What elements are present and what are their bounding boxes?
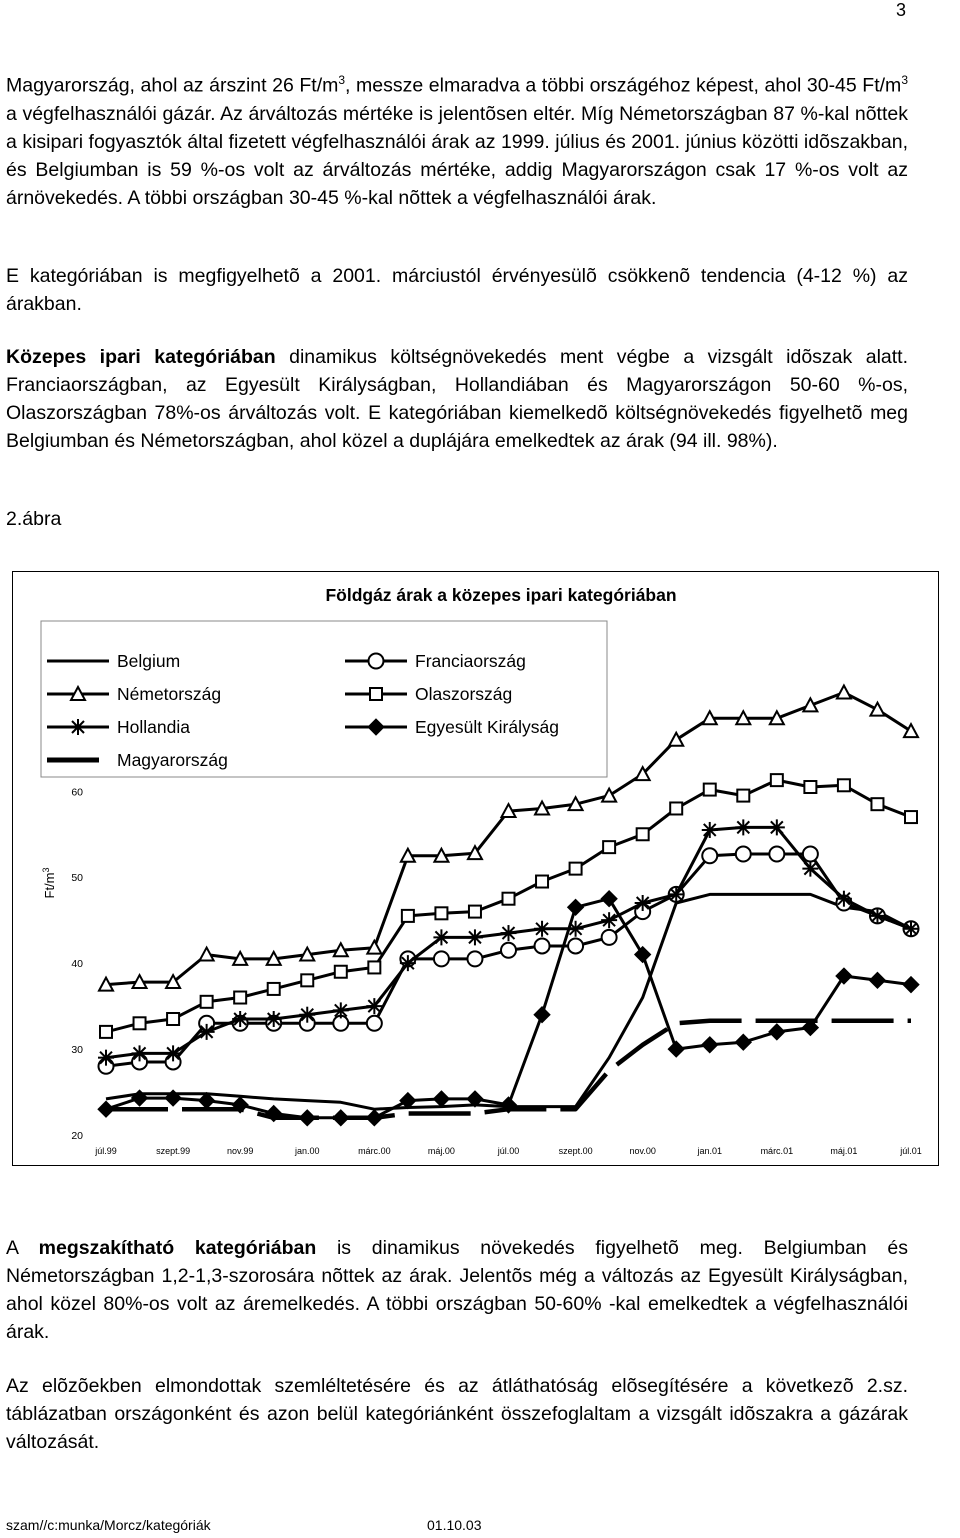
marker-franciaorsz-g <box>501 943 516 958</box>
marker-franciaorsz-g <box>736 847 751 862</box>
marker-olaszorsz-g <box>570 863 582 875</box>
marker-n-metorsz-g <box>904 724 918 737</box>
marker-hollandia <box>735 819 751 835</box>
marker-egyes-lt-kir-lys-g <box>601 891 617 907</box>
legend-label-olaszorsz-g: Olaszország <box>415 684 513 704</box>
marker-hollandia <box>98 1050 114 1066</box>
legend-marker-franciaorsz-g <box>369 654 384 669</box>
legend-label-franciaorsz-g: Franciaország <box>415 651 526 671</box>
p1-line2-a: képest, ahol 30-45 Ft/m <box>696 74 902 97</box>
marker-hollandia <box>467 929 483 945</box>
marker-olaszorsz-g <box>167 1013 179 1025</box>
marker-egyes-lt-kir-lys-g <box>836 968 852 984</box>
series-franciaorsz-g <box>99 847 919 1074</box>
marker-n-metorsz-g <box>669 733 683 746</box>
p4-pre: A <box>6 1237 39 1259</box>
marker-hollandia <box>199 1024 215 1040</box>
marker-hollandia <box>266 1011 282 1027</box>
x-tick-label: márc.01 <box>760 1146 794 1156</box>
marker-olaszorsz-g <box>368 961 380 973</box>
marker-franciaorsz-g <box>602 930 617 945</box>
paragraph-3 <box>6 343 908 455</box>
marker-hollandia <box>433 929 449 945</box>
marker-hollandia <box>165 1045 181 1061</box>
marker-hollandia <box>232 1011 248 1027</box>
marker-olaszorsz-g <box>838 779 850 791</box>
p1-line2-sup: 3 <box>901 73 908 87</box>
legend-item-franciaorsz-g <box>345 651 526 671</box>
chart-frame <box>12 571 939 1166</box>
marker-hollandia <box>668 886 684 902</box>
marker-olaszorsz-g <box>905 811 917 823</box>
y-axis-label <box>41 867 57 898</box>
marker-hollandia <box>366 998 382 1014</box>
marker-hollandia <box>702 822 718 838</box>
p4-text: is dinamikus növekedés figyelhetõ meg. Belgiumban és Németországban 1,2-1,3-szorosára nõttek az árak. Jelentõs még a változás az Egyesült Királyságban, ahol közel 80%-os volt az áremelkedés. A többi országban 50-60% -kal emelkedtek a végfelhasználói árak. <box>6 1237 908 1343</box>
paragraph-5: Az elõzõekben elmondottak szemléltetésére és az átláthatóság elõsegítésére a következõ 2.sz. táblázatban országonként és azon belül kategóriánként összefoglaltam a vizsgált idõszakra a gázárak változását. <box>6 1375 908 1453</box>
marker-olaszorsz-g <box>469 906 481 918</box>
marker-olaszorsz-g <box>637 828 649 840</box>
marker-egyes-lt-kir-lys-g <box>702 1037 718 1053</box>
marker-egyes-lt-kir-lys-g <box>869 972 885 988</box>
marker-olaszorsz-g <box>335 966 347 978</box>
marker-hollandia <box>769 819 785 835</box>
marker-franciaorsz-g <box>535 938 550 953</box>
p3-bold: Közepes ipari kategóriában <box>6 346 276 368</box>
marker-olaszorsz-g <box>670 802 682 814</box>
marker-egyes-lt-kir-lys-g <box>568 899 584 915</box>
marker-hollandia <box>333 1002 349 1018</box>
marker-franciaorsz-g <box>467 951 482 966</box>
footer-date: 01.10.03 <box>427 1517 482 1533</box>
p4-bold: megszakítható kategóriában <box>38 1237 317 1259</box>
marker-olaszorsz-g <box>134 1017 146 1029</box>
y-tick-labels <box>71 786 83 1142</box>
y-tick-label: 40 <box>71 958 83 971</box>
marker-hollandia <box>903 921 919 937</box>
x-tick-label: júl.00 <box>497 1146 520 1156</box>
marker-hollandia <box>802 861 818 877</box>
marker-n-metorsz-g <box>870 703 884 716</box>
marker-n-metorsz-g <box>602 789 616 802</box>
marker-olaszorsz-g <box>234 992 246 1004</box>
marker-franciaorsz-g <box>702 848 717 863</box>
x-tick-label: nov.99 <box>226 1146 254 1156</box>
marker-franciaorsz-g <box>367 1016 382 1031</box>
legend-label-hollandia: Hollandia <box>117 717 190 737</box>
legend-label-magyarorsz-g: Magyarország <box>117 750 228 770</box>
marker-hollandia <box>635 895 651 911</box>
marker-egyes-lt-kir-lys-g <box>769 1024 785 1040</box>
x-tick-label: szept.00 <box>558 1146 593 1156</box>
marker-egyes-lt-kir-lys-g <box>635 947 651 963</box>
x-tick-label: márc.00 <box>358 1146 391 1156</box>
marker-hollandia <box>132 1045 148 1061</box>
marker-franciaorsz-g <box>434 951 449 966</box>
legend-label-n-metorsz-g: Németország <box>117 684 222 704</box>
marker-egyes-lt-kir-lys-g <box>668 1041 684 1057</box>
p1-line2-b: a végfelhasználói gázár. Az árváltozás mértéke is <box>6 102 434 125</box>
y-tick-label: 30 <box>71 1044 83 1057</box>
y-tick-label: 20 <box>71 1130 83 1142</box>
marker-olaszorsz-g <box>771 774 783 786</box>
marker-hollandia <box>299 1007 315 1023</box>
legend-item-olaszorsz-g <box>345 684 512 704</box>
marker-egyes-lt-kir-lys-g <box>534 1007 550 1023</box>
p1-rest: jelentõsen eltér. Míg Németországban 87 %-kal nõttek a kisipari fogyasztók által fizetett végfelhasználói árak az 1999. július és 2001. június közötti idõszakban, és Belgiumban is 59 %-os volt az árváltozás mértéke, addig Magyarországon csak 17 %-os volt az árnövekedés. A többi országban 30-45 %-kal nõttek a végfelhasználói árak. <box>6 102 908 209</box>
marker-franciaorsz-g <box>568 938 583 953</box>
marker-franciaorsz-g <box>769 847 784 862</box>
x-tick-label: júl.99 <box>95 1146 117 1156</box>
legend <box>41 621 607 777</box>
marker-olaszorsz-g <box>268 983 280 995</box>
x-tick-label: júl.01 <box>900 1146 922 1156</box>
marker-hollandia <box>501 925 517 941</box>
figure-label: 2.ábra <box>6 508 62 530</box>
legend-marker-olaszorsz-g <box>370 688 382 700</box>
marker-egyes-lt-kir-lys-g <box>903 977 919 993</box>
marker-egyes-lt-kir-lys-g <box>433 1091 449 1107</box>
legend-label-belgium: Belgium <box>117 651 181 671</box>
marker-olaszorsz-g <box>871 798 883 810</box>
page-number: 3 <box>895 0 906 20</box>
x-tick-labels <box>94 1146 922 1156</box>
paragraph-4 <box>6 1234 908 1346</box>
marker-olaszorsz-g <box>435 907 447 919</box>
marker-hollandia <box>836 891 852 907</box>
p1-line1-a: Magyarország, ahol az árszint 26 Ft/m <box>6 74 339 97</box>
marker-olaszorsz-g <box>603 841 615 853</box>
marker-olaszorsz-g <box>704 784 716 796</box>
marker-olaszorsz-g <box>737 790 749 802</box>
series-line-franciaorsz-g <box>106 854 911 1066</box>
x-tick-label: nov.00 <box>629 1146 656 1156</box>
y-axis-label-sup: 3 <box>41 867 51 873</box>
footer-path: szam//c:munka/Morcz/kategóriák <box>6 1517 211 1533</box>
chart-title: Földgáz árak a közepes ipari kategóriában <box>325 585 677 605</box>
marker-olaszorsz-g <box>402 910 414 922</box>
paragraph-2: E kategóriában is megfigyelhetõ a 2001. márciustól érvényesülõ csökkenõ tendencia (4-12 %) az árakban. <box>6 265 908 315</box>
y-axis-label-text: Ft/m <box>42 872 57 899</box>
marker-egyes-lt-kir-lys-g <box>735 1034 751 1050</box>
paragraph-1 <box>6 66 908 212</box>
x-tick-label: máj.01 <box>830 1146 858 1156</box>
legend-marker-hollandia <box>70 719 86 735</box>
p3-text: dinamikus költségnövekedés ment végbe a vizsgált idõszak alatt. Franciaországban, az Egyesült Királyságban, Hollandiában és Magyarországon 50-60 %-os, Olaszországban 78%-os árváltozás volt. E kategóriában kiemelkedõ költségnövekedés figyelhetõ meg Belgiumban és Németországban, ahol közel a duplájára emelkedtek az árak (94 ill. 98%). <box>6 346 908 452</box>
marker-hollandia <box>534 921 550 937</box>
y-tick-label: 60 <box>71 786 83 799</box>
p1-line1-sup: 3 <box>338 73 346 87</box>
marker-olaszorsz-g <box>536 876 548 888</box>
marker-olaszorsz-g <box>100 1026 112 1038</box>
marker-hollandia <box>869 908 885 924</box>
x-tick-label: szept.99 <box>156 1146 191 1156</box>
x-tick-label: jan.00 <box>294 1146 320 1156</box>
marker-hollandia <box>601 912 617 928</box>
x-tick-label: jan.01 <box>697 1146 723 1156</box>
marker-olaszorsz-g <box>201 996 213 1008</box>
marker-hollandia <box>400 955 416 971</box>
marker-franciaorsz-g <box>803 847 818 862</box>
legend-label-egyes-lt-kir-lys-g: Egyesült Királyság <box>415 717 559 737</box>
marker-n-metorsz-g <box>837 685 851 698</box>
marker-olaszorsz-g <box>301 974 313 986</box>
marker-olaszorsz-g <box>503 893 515 905</box>
price-chart <box>13 572 937 1164</box>
legend-item-egyes-lt-kir-lys-g <box>345 717 559 737</box>
marker-olaszorsz-g <box>804 781 816 793</box>
y-tick-label: 50 <box>71 872 83 885</box>
p1-line1-b: , messze elmaradva a többi országéhoz <box>345 74 691 97</box>
x-tick-label: máj.00 <box>427 1146 455 1156</box>
